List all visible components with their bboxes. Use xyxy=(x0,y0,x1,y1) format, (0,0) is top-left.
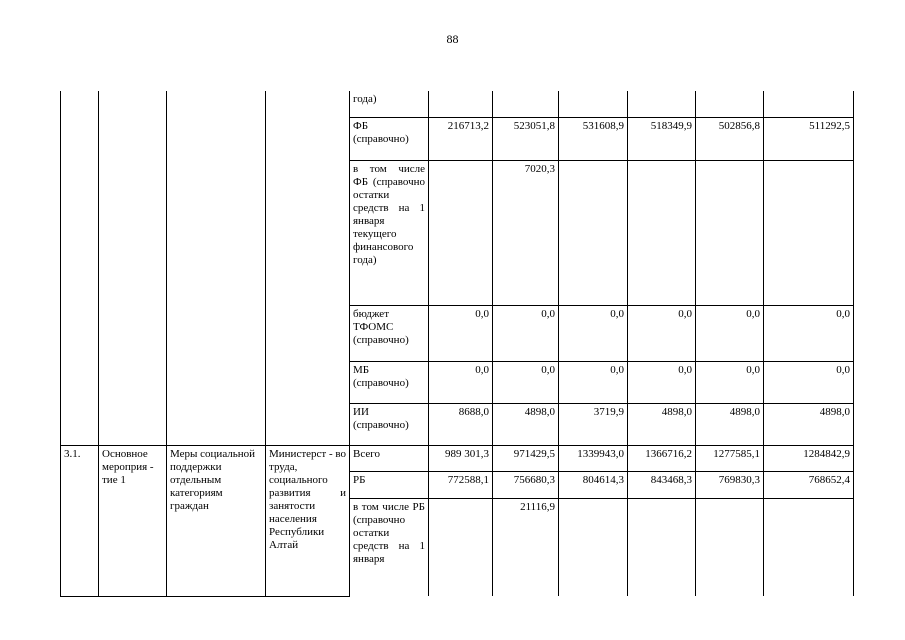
budget-table xyxy=(60,91,854,597)
value-cell: 0,0 xyxy=(559,361,628,403)
value-cell xyxy=(493,91,559,117)
value-cell xyxy=(764,91,854,117)
item-name-cell: Меры социальной поддержки отдельным категориям граждан xyxy=(167,445,266,596)
value-cell: 0,0 xyxy=(764,361,854,403)
value-cell: 511292,5 xyxy=(764,117,854,160)
value-cell: 0,0 xyxy=(429,361,493,403)
value-cell xyxy=(764,498,854,596)
value-cell xyxy=(429,498,493,596)
value-cell: 989 301,3 xyxy=(429,445,493,471)
value-cell xyxy=(696,498,764,596)
value-cell: 1339943,0 xyxy=(559,445,628,471)
funding-source-cell: в том числе РБ (справочно остатки средств на 1 января xyxy=(350,498,429,596)
value-cell xyxy=(559,160,628,305)
value-cell: 971429,5 xyxy=(493,445,559,471)
value-cell: 1366716,2 xyxy=(628,445,696,471)
value-cell: 0,0 xyxy=(764,305,854,361)
value-cell: 0,0 xyxy=(429,305,493,361)
page-number: 88 xyxy=(446,32,459,46)
value-cell xyxy=(628,160,696,305)
funding-source-cell: бюджет ТФОМС (справочно) xyxy=(350,305,429,361)
value-cell: 531608,9 xyxy=(559,117,628,160)
item-type-cell: Основное мероприя - тие 1 xyxy=(99,445,167,596)
value-cell xyxy=(628,498,696,596)
number-cell xyxy=(61,91,99,445)
value-cell: 0,0 xyxy=(628,361,696,403)
value-cell: 4898,0 xyxy=(696,403,764,445)
value-cell: 4898,0 xyxy=(764,403,854,445)
value-cell xyxy=(559,91,628,117)
value-cell: 0,0 xyxy=(696,361,764,403)
value-cell: 4898,0 xyxy=(493,403,559,445)
value-cell: 3719,9 xyxy=(559,403,628,445)
funding-source-cell: МБ (справочно) xyxy=(350,361,429,403)
value-cell: 0,0 xyxy=(628,305,696,361)
value-cell: 768652,4 xyxy=(764,471,854,498)
value-cell: 216713,2 xyxy=(429,117,493,160)
value-cell xyxy=(764,160,854,305)
funding-source-cell: ФБ (справочно) xyxy=(350,117,429,160)
value-cell: 1277585,1 xyxy=(696,445,764,471)
value-cell: 523051,8 xyxy=(493,117,559,160)
funding-source-cell: РБ xyxy=(350,471,429,498)
funding-source-cell: ИИ (справочно) xyxy=(350,403,429,445)
funding-source-cell: Всего xyxy=(350,445,429,471)
table-row xyxy=(61,445,854,471)
funding-source-cell: в том числе ФБ (справочно остатки средств на 1 января текущего финансового года) xyxy=(350,160,429,305)
value-cell: 804614,3 xyxy=(559,471,628,498)
value-cell: 21116,9 xyxy=(493,498,559,596)
value-cell xyxy=(696,160,764,305)
value-cell xyxy=(628,91,696,117)
type-cell xyxy=(99,91,167,445)
value-cell xyxy=(429,160,493,305)
value-cell: 0,0 xyxy=(493,305,559,361)
value-cell: 0,0 xyxy=(559,305,628,361)
value-cell: 769830,3 xyxy=(696,471,764,498)
item-executor-cell: Министерст - во труда, социального развития и занятости населения Республики Алтай xyxy=(266,445,350,596)
value-cell: 756680,3 xyxy=(493,471,559,498)
item-number-cell: 3.1. xyxy=(61,445,99,596)
executor-cell xyxy=(266,91,350,445)
value-cell xyxy=(696,91,764,117)
value-cell: 4898,0 xyxy=(628,403,696,445)
value-cell xyxy=(559,498,628,596)
value-cell: 518349,9 xyxy=(628,117,696,160)
table-row xyxy=(61,91,854,117)
value-cell: 0,0 xyxy=(696,305,764,361)
value-cell: 1284842,9 xyxy=(764,445,854,471)
name-cell xyxy=(167,91,266,445)
value-cell: 772588,1 xyxy=(429,471,493,498)
value-cell: 0,0 xyxy=(493,361,559,403)
value-cell: 502856,8 xyxy=(696,117,764,160)
value-cell xyxy=(429,91,493,117)
value-cell: 843468,3 xyxy=(628,471,696,498)
value-cell: 8688,0 xyxy=(429,403,493,445)
funding-source-cell: года) xyxy=(350,91,429,117)
value-cell: 7020,3 xyxy=(493,160,559,305)
